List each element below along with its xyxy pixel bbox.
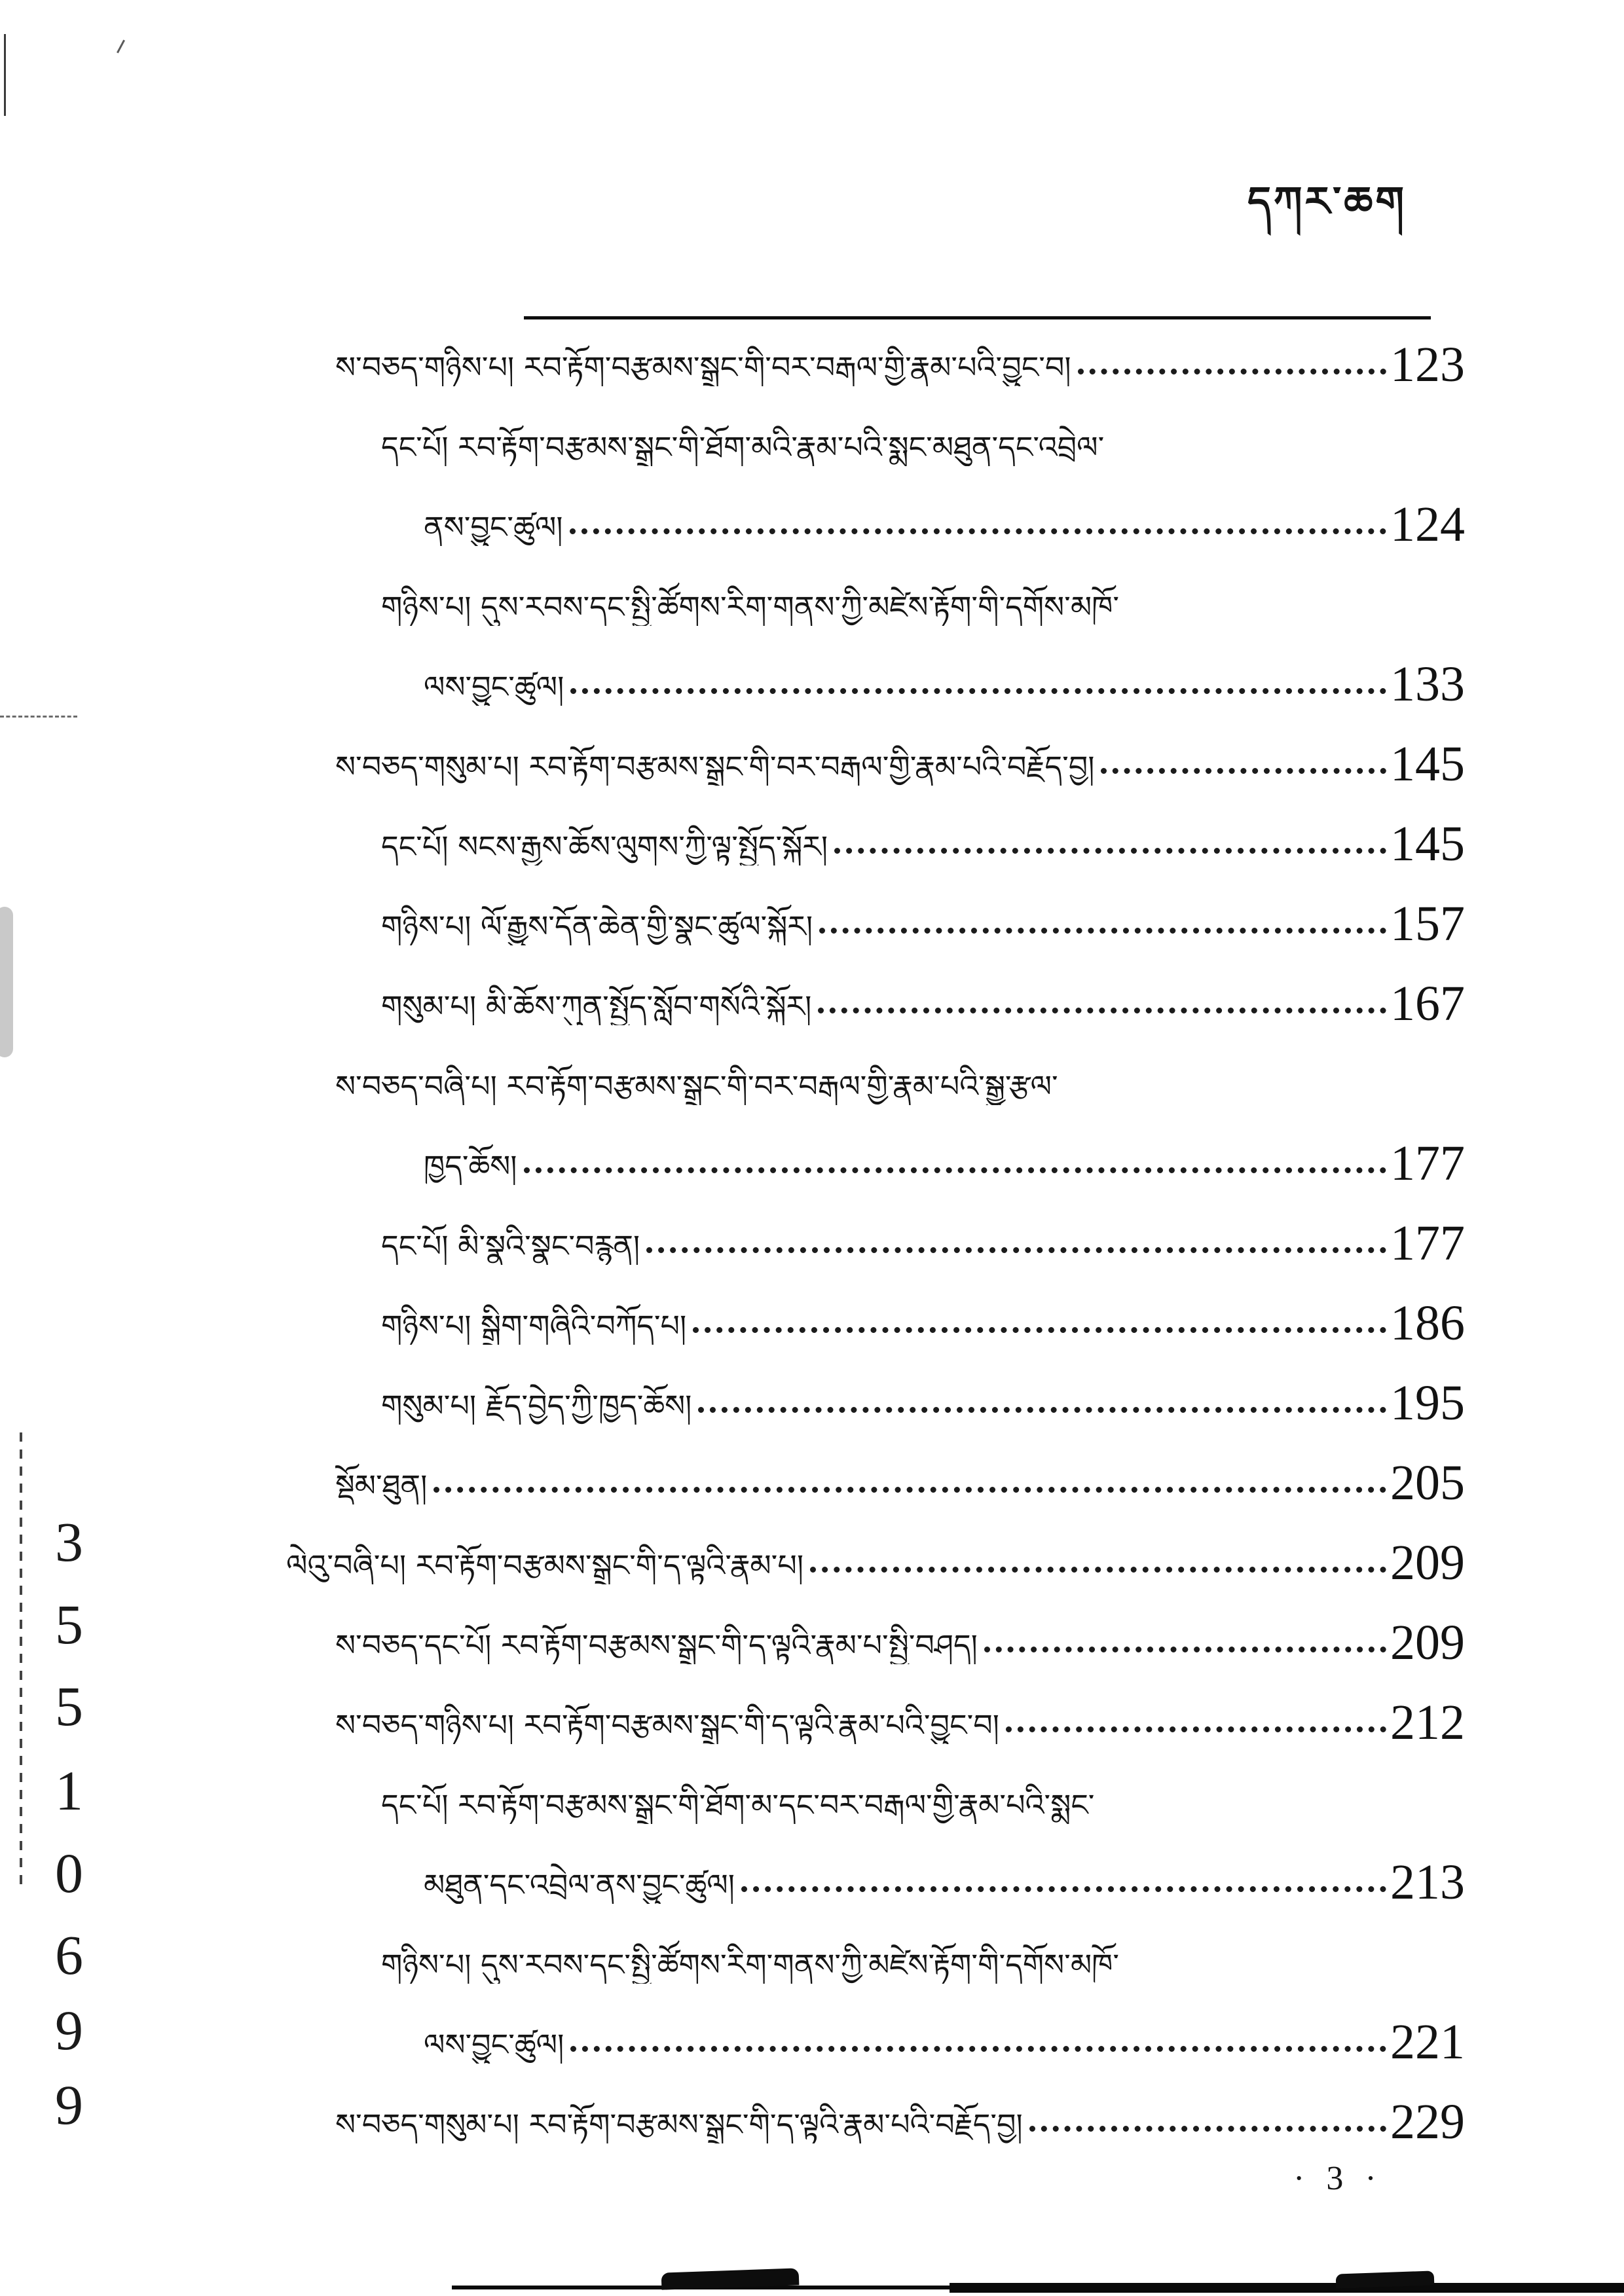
dot-leader bbox=[524, 1167, 1386, 1173]
scan-bottom-bar bbox=[950, 2283, 1624, 2293]
toc-row bbox=[381, 786, 1465, 866]
pen-mark bbox=[117, 40, 125, 54]
scan-edge-line bbox=[4, 34, 6, 116]
toc-entry-text: ས་བཅད་གཉིས་པ། རབ་རྟོག་བརྩམས་སྒྲུང་གི་བར་བརྒལ་གྱི་རྣམ་པའི་བྱུང་བ། bbox=[335, 349, 1071, 385]
toc-page-number: 145 bbox=[1390, 737, 1465, 786]
toc-entry-text: ས་བཅད་བཞི་པ། རབ་རྟོག་བརྩམས་སྒྲུང་གི་བར་བརྒལ་གྱི་རྣམ་པའི་སྒྱུ་རྩལ་ bbox=[335, 1068, 1058, 1104]
toc-entry-text: ས་བཅད་གསུམ་པ། རབ་རྟོག་བརྩམས་སྒྲུང་གི་བར་བརྒལ་གྱི་རྣམ་པའི་བརྗོད་བྱ། bbox=[335, 748, 1095, 784]
dot-leader bbox=[570, 688, 1386, 694]
toc-page-number: 167 bbox=[1390, 976, 1465, 1025]
toc-page-number: 209 bbox=[1390, 1615, 1465, 1664]
toc-row bbox=[424, 1105, 1465, 1185]
toc-page-number: 221 bbox=[1390, 2014, 1465, 2064]
dot-leader bbox=[570, 528, 1386, 534]
toc-row bbox=[381, 1345, 1465, 1425]
toc-entry-text: དང་པོ། སངས་རྒྱས་ཆོས་ལུགས་ཀྱི་ལྟ་སྤྱོད་སྐོར། bbox=[381, 828, 828, 864]
toc-entry-text: ས་བཅད་གསུམ་པ། རབ་རྟོག་བརྩམས་སྒྲུང་གི་ད་ལྟའི་རྣམ་པའི་བརྗོད་བྱ། bbox=[335, 2106, 1023, 2142]
toc-page-number: 195 bbox=[1390, 1376, 1465, 1425]
binding-edge-dashes bbox=[20, 1432, 22, 1886]
dot-leader bbox=[646, 1247, 1386, 1253]
toc-entry-text: གཉིས་པ། དུས་རབས་དང་སྤྱི་ཚོགས་རིག་གནས་ཀྱི་མཛེས་རྟོག་གི་དགོས་མཁོ་ bbox=[381, 1946, 1119, 1982]
margin-artifact-digit: 5 bbox=[55, 1675, 83, 1738]
dot-leader bbox=[1029, 2126, 1386, 2132]
toc-row bbox=[335, 1025, 1465, 1105]
scan-smudge bbox=[0, 907, 13, 1057]
toc-page-number: 177 bbox=[1390, 1136, 1465, 1185]
toc-entry-text: དང་པོ། མི་སྣའི་སྣང་བརྙན། bbox=[381, 1228, 640, 1264]
toc-row bbox=[424, 1824, 1465, 1904]
margin-artifact-digit: 9 bbox=[55, 2073, 83, 2136]
toc-entry-text: གཉིས་པ། སྒྲིག་གཞིའི་བཀོད་པ། bbox=[381, 1307, 687, 1343]
toc-entry-text: གཉིས་པ། དུས་རབས་དང་སྤྱི་ཚོགས་རིག་གནས་ཀྱི་མཛེས་རྟོག་གི་དགོས་མཁོ་ bbox=[381, 589, 1119, 625]
footer-page-number: · 3 · bbox=[1293, 2160, 1383, 2197]
toc-row bbox=[381, 1904, 1465, 1984]
dot-leader bbox=[818, 1008, 1386, 1013]
dot-leader bbox=[810, 1567, 1386, 1573]
toc-row bbox=[335, 306, 1465, 386]
toc-entry-text: ཁྱད་ཆོས། bbox=[424, 1148, 517, 1184]
toc-row bbox=[424, 466, 1465, 546]
toc-entry-text: མཐུན་དང་འབྲེལ་ནས་བྱུང་ཚུལ། bbox=[424, 1867, 735, 1903]
toc-row bbox=[381, 1744, 1465, 1824]
dot-leader bbox=[834, 848, 1386, 854]
toc-page-number: 157 bbox=[1390, 896, 1465, 945]
toc-page-number: 229 bbox=[1390, 2094, 1465, 2143]
toc-entry-text: གཉིས་པ། ལོ་རྒྱུས་དོན་ཆེན་གྱི་སྣང་ཚུལ་སྐོར། bbox=[381, 908, 813, 944]
margin-artifact-digit: 1 bbox=[55, 1759, 83, 1822]
dot-leader bbox=[741, 1886, 1386, 1892]
toc-row bbox=[335, 2064, 1465, 2143]
toc-row bbox=[381, 386, 1465, 466]
margin-artifact-digit: 5 bbox=[55, 1593, 83, 1656]
toc-entry-text: དང་པོ། རབ་རྟོག་བརྩམས་སྒྲུང་གི་ཐོག་མའི་རྣམ་པའི་སྨང་མཐུན་དང་འབྲེལ་ bbox=[381, 429, 1105, 465]
toc-entry-text: གསུམ་པ། རྗོད་བྱེད་ཀྱི་ཁྱད་ཆོས། bbox=[381, 1387, 692, 1423]
dot-leader bbox=[698, 1407, 1386, 1413]
toc-row bbox=[286, 1504, 1465, 1584]
toc-row bbox=[381, 546, 1465, 626]
toc-entry-text: སྡོམ་ཐུན། bbox=[335, 1467, 428, 1503]
dot-leader bbox=[1078, 369, 1386, 374]
dot-leader bbox=[570, 2046, 1386, 2052]
dot-leader bbox=[434, 1487, 1386, 1493]
toc-page-number: 209 bbox=[1390, 1535, 1465, 1584]
margin-artifact-digit: 6 bbox=[55, 1923, 83, 1986]
toc-page-number: 124 bbox=[1390, 497, 1465, 546]
toc-entry-text: དང་པོ། རབ་རྟོག་བརྩམས་སྒྲུང་གི་ཐོག་མ་དང་བར་བརྒལ་གྱི་རྣམ་པའི་སྨང་ bbox=[381, 1787, 1095, 1823]
toc-row bbox=[424, 626, 1465, 706]
margin-artifact-digit: 9 bbox=[55, 1999, 83, 2062]
toc-page-number: 177 bbox=[1390, 1216, 1465, 1265]
toc-row bbox=[381, 1185, 1465, 1265]
toc-row bbox=[335, 706, 1465, 786]
toc-entry-text: ནས་བྱུང་ཚུལ། bbox=[424, 509, 563, 545]
margin-artifact-digit: 3 bbox=[55, 1510, 83, 1573]
toc-row bbox=[335, 1584, 1465, 1664]
toc-entry-text: ལས་བྱུང་ཚུལ། bbox=[424, 2026, 564, 2062]
toc-row bbox=[335, 1664, 1465, 1744]
toc-row bbox=[381, 866, 1465, 945]
toc-entry-text: ས་བཅད་གཉིས་པ། རབ་རྟོག་བརྩམས་སྒྲུང་གི་ད་ལྟའི་རྣམ་པའི་བྱུང་བ། bbox=[335, 1707, 999, 1743]
dot-leader bbox=[1006, 1726, 1386, 1732]
toc-page-number: 133 bbox=[1390, 657, 1465, 706]
toc-entry-text: ལས་བྱུང་ཚུལ། bbox=[424, 668, 564, 704]
toc-entry-text: གསུམ་པ། མི་ཆོས་ཀུན་སྤྱོད་སློབ་གསོའི་སྐོར། bbox=[381, 988, 812, 1024]
toc-row bbox=[335, 1425, 1465, 1504]
dot-leader bbox=[984, 1647, 1386, 1652]
table-of-contents bbox=[286, 306, 1465, 2143]
dot-leader bbox=[819, 928, 1386, 934]
toc-page-number: 205 bbox=[1390, 1455, 1465, 1504]
toc-row bbox=[424, 1984, 1465, 2064]
page-header-title: དཀར་ཆག bbox=[1247, 177, 1407, 225]
toc-page-number: 213 bbox=[1390, 1855, 1465, 1904]
toc-entry-text: ས་བཅད་དང་པོ། རབ་རྟོག་བརྩམས་སྒྲུང་གི་ད་ལྟའི་རྣམ་པ་སྤྱི་བཤད། bbox=[335, 1627, 978, 1663]
dot-leader bbox=[1101, 768, 1386, 774]
margin-artifact-digit: 0 bbox=[55, 1842, 83, 1904]
toc-page-number: 212 bbox=[1390, 1695, 1465, 1744]
toc-row bbox=[381, 945, 1465, 1025]
dot-leader bbox=[693, 1327, 1386, 1333]
toc-entry-text: ལེའུ་བཞི་པ། རབ་རྟོག་བརྩམས་སྒྲུང་གི་ད་ལྟའི་རྣམ་པ། bbox=[286, 1547, 804, 1583]
scan-dash-line bbox=[0, 716, 77, 718]
toc-page-number: 145 bbox=[1390, 816, 1465, 866]
toc-row bbox=[381, 1265, 1465, 1345]
toc-page-number: 186 bbox=[1390, 1296, 1465, 1345]
toc-page-number: 123 bbox=[1390, 337, 1465, 386]
